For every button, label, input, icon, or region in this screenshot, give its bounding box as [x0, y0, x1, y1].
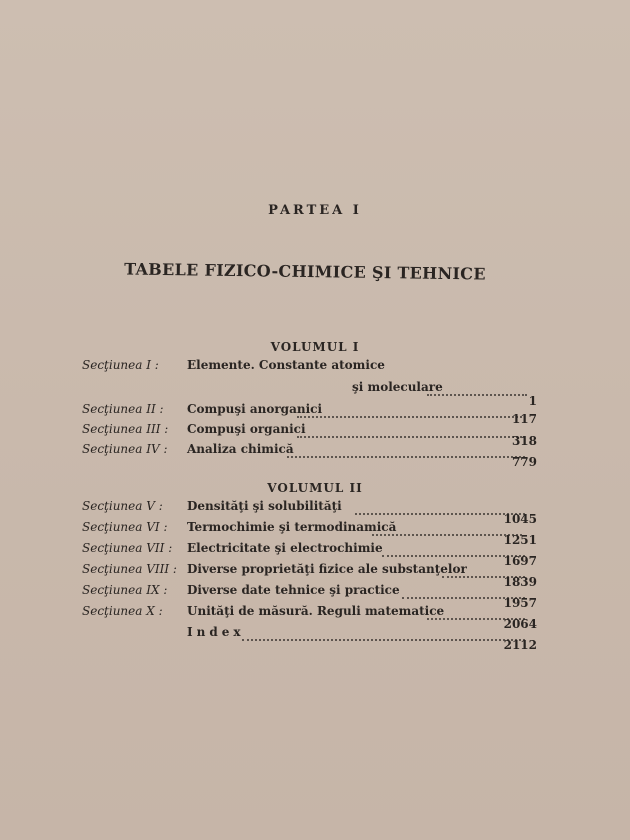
dot-leader [297, 402, 522, 418]
toc-entry [82, 499, 537, 526]
part-heading: PARTEA I [268, 203, 362, 218]
toc-entry [82, 442, 537, 469]
section-title: Diverse proprietăţi fizice ale substanţelor [187, 562, 467, 576]
volume-heading: VOLUMUL II [267, 481, 363, 495]
section-title: Index [187, 625, 245, 639]
page-number: 318 [511, 434, 537, 448]
section-label: Secţiunea I : [82, 358, 159, 372]
toc-entry [82, 604, 537, 631]
dot-leader [372, 520, 522, 536]
page-number: 2112 [503, 638, 537, 652]
toc-entry [82, 402, 537, 426]
section-label: Secţiunea VIII : [82, 562, 177, 576]
page-number: 779 [511, 455, 537, 469]
dot-leader [355, 499, 525, 515]
section-title: Termochimie şi termodinamică [187, 520, 397, 534]
section-label: Secţiunea IV : [82, 442, 168, 456]
section-title: Electricitate şi electrochimie [187, 541, 383, 555]
toc-entry [82, 541, 537, 568]
page-number: 1045 [503, 512, 537, 526]
page-number: 1 [528, 394, 537, 408]
dot-leader [427, 380, 527, 396]
page-number: 117 [511, 412, 537, 426]
section-title: Analiza chimică [187, 442, 294, 456]
dot-leader [297, 422, 525, 438]
section-label: Secţiunea VI : [82, 520, 168, 534]
book-title: TABELE FIZICO-CHIMICE ŞI TEHNICE [124, 259, 486, 284]
page-number: 1957 [503, 596, 537, 610]
toc-entry-continuation [82, 380, 537, 408]
section-title: Densităţi şi solubilităţi [187, 499, 342, 513]
section-title: Compuşi organici [187, 422, 306, 436]
section-title-continuation: şi moleculare [352, 380, 443, 394]
section-title: Compuşi anorganici [187, 402, 322, 416]
toc-entry [82, 583, 537, 610]
page-number: 2064 [503, 617, 537, 631]
toc-entry [82, 562, 537, 589]
section-label: Secţiunea II : [82, 402, 164, 416]
volume-heading: VOLUMUL I [270, 340, 360, 354]
toc-entry [82, 520, 537, 547]
dot-leader [287, 442, 525, 458]
dot-leader [242, 625, 525, 641]
page-number: 1839 [503, 575, 537, 589]
page-number: 1697 [503, 554, 537, 568]
section-label: Secţiunea V : [82, 499, 163, 513]
toc-entry [82, 625, 537, 652]
section-label: Secţiunea III : [82, 422, 169, 436]
section-title: Elemente. Constante atomice [187, 358, 385, 372]
toc-entry [82, 422, 537, 448]
page-number: 1251 [503, 533, 537, 547]
section-label: Secţiunea X : [82, 604, 163, 618]
section-label: Secţiunea VII : [82, 541, 173, 555]
toc-entry [82, 358, 537, 376]
section-title: Unităţi de măsură. Reguli matematice [187, 604, 445, 618]
section-label: Secţiunea IX : [82, 583, 168, 597]
section-title: Diverse date tehnice şi practice [187, 583, 400, 597]
